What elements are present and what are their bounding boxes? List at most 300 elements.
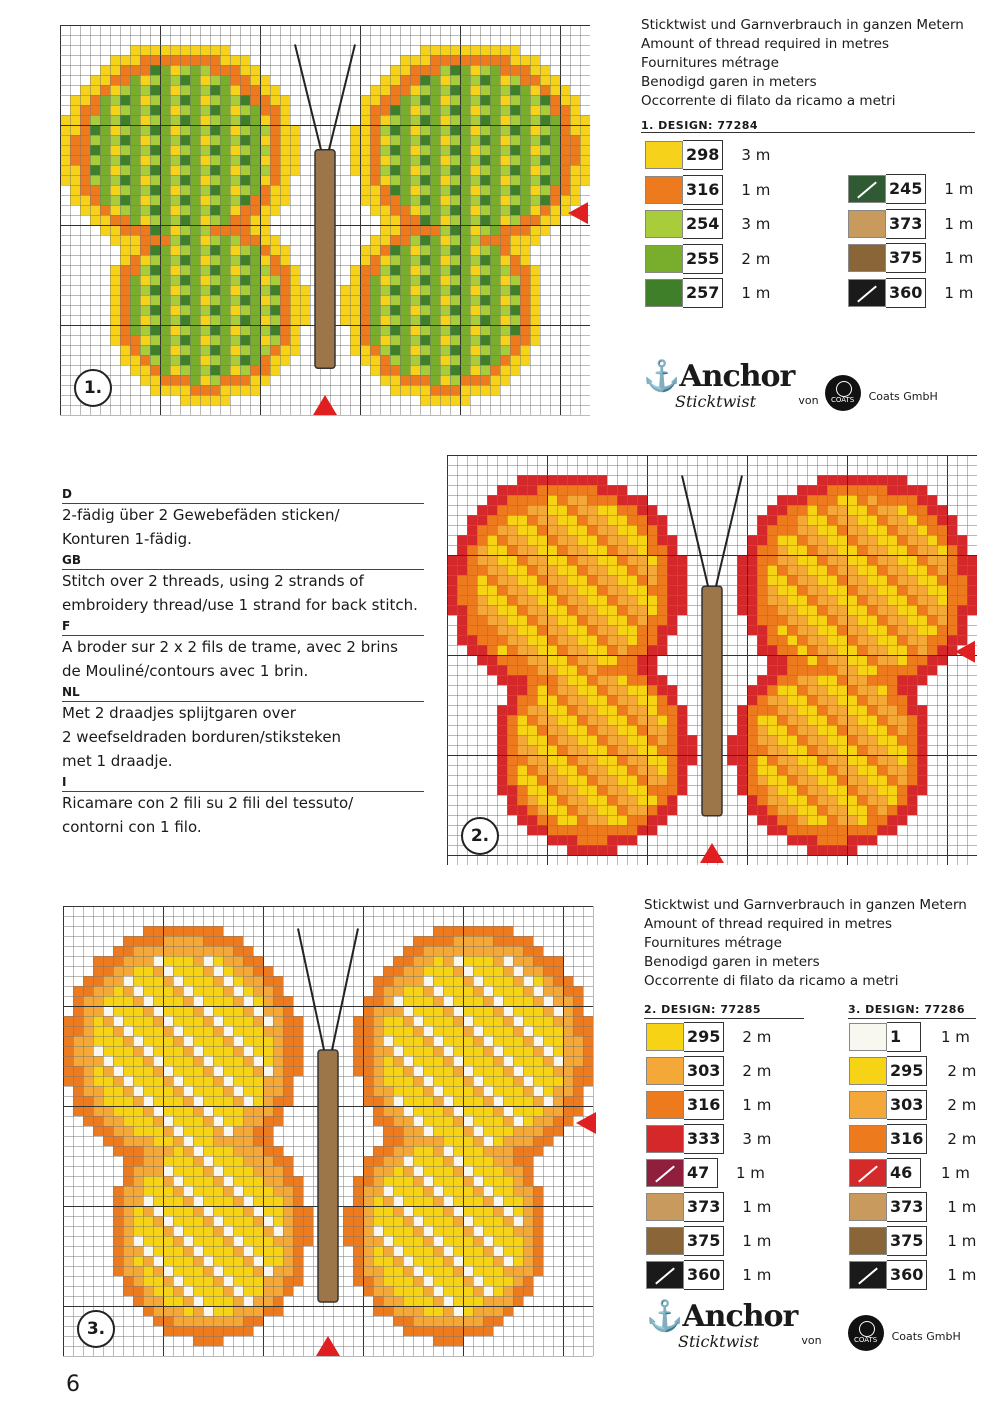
stitch-cell [577, 595, 587, 605]
stitch-cell [533, 1086, 543, 1096]
stitch-cell [400, 85, 410, 95]
stitch-cell [383, 1096, 393, 1106]
stitch-cell [120, 195, 130, 205]
stitch-cell [847, 505, 857, 515]
stitch-cell [263, 1306, 273, 1316]
stitch-cell [110, 195, 120, 205]
stitch-cell [250, 375, 260, 385]
stitch-cell [183, 1296, 193, 1306]
stitch-cell [857, 495, 867, 505]
stitch-cell [210, 315, 220, 325]
stitch-cell [483, 1216, 493, 1226]
stitch-cell [517, 675, 527, 685]
stitch-cell [480, 145, 490, 155]
stitch-cell [83, 996, 93, 1006]
stitch-cell [503, 1056, 513, 1066]
stitch-cell [510, 125, 520, 135]
stitch-cell [423, 986, 433, 996]
stitch-cell [517, 775, 527, 785]
stitch-cell [520, 225, 530, 235]
stitch-cell [260, 375, 270, 385]
stitch-cell [383, 1266, 393, 1276]
stitch-cell [897, 575, 907, 585]
stitch-cell [517, 655, 527, 665]
stitch-cell [413, 1016, 423, 1026]
stitch-cell [203, 1076, 213, 1086]
stitch-cell [390, 345, 400, 355]
stitch-cell [767, 655, 777, 665]
stitch-cell [917, 645, 927, 655]
stitch-cell [390, 185, 400, 195]
stitch-cell [190, 385, 200, 395]
stitch-cell [857, 835, 867, 845]
stitch-cell [420, 195, 430, 205]
stitch-cell [393, 1256, 403, 1266]
stitch-cell [897, 815, 907, 825]
stitch-cell [453, 966, 463, 976]
stitch-cell [173, 1056, 183, 1066]
stitch-cell [647, 505, 657, 515]
stitch-cell [273, 1026, 283, 1036]
stitch-cell [123, 1136, 133, 1146]
stitch-cell [170, 345, 180, 355]
stitch-cell [597, 725, 607, 735]
stitch-cell [450, 185, 460, 195]
stitch-cell [657, 775, 667, 785]
stitch-cell [163, 1326, 173, 1336]
stitch-cell [380, 135, 390, 145]
stitch-cell [260, 85, 270, 95]
stitch-cell [877, 515, 887, 525]
stitch-cell [193, 1246, 203, 1256]
stitch-cell [160, 375, 170, 385]
stitch-cell [607, 715, 617, 725]
stitch-cell [557, 825, 567, 835]
stitch-cell [340, 295, 350, 305]
stitch-cell [577, 555, 587, 565]
stitch-cell [213, 1046, 223, 1056]
stitch-cell [183, 1206, 193, 1216]
stitch-cell [897, 785, 907, 795]
stitch-cell [553, 1126, 563, 1136]
stitch-cell [607, 795, 617, 805]
stitch-cell [807, 595, 817, 605]
stitch-cell [393, 1226, 403, 1236]
stitch-cell [393, 1236, 403, 1246]
stitch-cell [867, 715, 877, 725]
stitch-cell [533, 996, 543, 1006]
stitch-cell [420, 75, 430, 85]
stitch-cell [917, 715, 927, 725]
stitch-cell [253, 1236, 263, 1246]
stitch-cell [550, 105, 560, 115]
stitch-cell [877, 735, 887, 745]
stitch-cell [453, 1006, 463, 1016]
stitch-cell [200, 65, 210, 75]
stitch-cell [420, 355, 430, 365]
stitch-cell [173, 1016, 183, 1026]
stitch-cell [423, 956, 433, 966]
stitch-cell [200, 365, 210, 375]
stitch-cell [777, 775, 787, 785]
stitch-cell [947, 565, 957, 575]
legend-header-line: Occorrente di filato da ricamo a metri [644, 973, 899, 989]
stitch-cell [223, 1296, 233, 1306]
stitch-cell [193, 926, 203, 936]
stitch-cell [510, 315, 520, 325]
stitch-cell [597, 705, 607, 715]
stitch-cell [617, 825, 627, 835]
stitch-cell [103, 1066, 113, 1076]
stitch-cell [420, 115, 430, 125]
stitch-cell [343, 1216, 353, 1226]
stitch-cell [133, 1156, 143, 1166]
stitch-cell [250, 75, 260, 85]
stitch-cell [350, 295, 360, 305]
stitch-cell [430, 235, 440, 245]
stitch-cell [220, 95, 230, 105]
stitch-cell [180, 305, 190, 315]
stitch-cell [477, 575, 487, 585]
stitch-cell [83, 1066, 93, 1076]
stitch-cell [483, 1176, 493, 1186]
stitch-cell [877, 685, 887, 695]
stitch-cell [553, 1006, 563, 1016]
stitch-cell [203, 1236, 213, 1246]
stitch-cell [570, 165, 580, 175]
stitch-cell [767, 505, 777, 515]
stitch-cell [477, 565, 487, 575]
stitch-cell [877, 745, 887, 755]
stitch-cell [513, 1206, 523, 1216]
stitch-cell [403, 986, 413, 996]
stitch-cell [453, 1026, 463, 1036]
stitch-cell [523, 1116, 533, 1126]
stitch-cell [120, 355, 130, 365]
stitch-cell [617, 605, 627, 615]
stitch-cell [170, 55, 180, 65]
stitch-cell [487, 585, 497, 595]
stitch-cell [560, 205, 570, 215]
stitch-cell [547, 675, 557, 685]
stitch-cell [233, 1116, 243, 1126]
stitch-cell [443, 966, 453, 976]
stitch-cell [490, 295, 500, 305]
stitch-cell [363, 1246, 373, 1256]
stitch-cell [847, 525, 857, 535]
stitch-cell [877, 755, 887, 765]
stitch-cell [927, 505, 937, 515]
stitch-cell [527, 735, 537, 745]
stitch-cell [200, 135, 210, 145]
stitch-cell [163, 1046, 173, 1056]
stitch-cell [190, 325, 200, 335]
stitch-cell [540, 215, 550, 225]
stitch-cell [533, 986, 543, 996]
stitch-cell [467, 615, 477, 625]
stitch-cell [443, 1066, 453, 1076]
stitch-cell [540, 195, 550, 205]
stitch-cell [240, 145, 250, 155]
stitch-cell [510, 245, 520, 255]
stitch-cell [123, 1216, 133, 1226]
stitch-cell [200, 215, 210, 225]
stitch-cell [213, 1116, 223, 1126]
stitch-cell [510, 325, 520, 335]
stitch-cell [283, 1036, 293, 1046]
stitch-cell [627, 615, 637, 625]
stitch-cell [487, 595, 497, 605]
stitch-cell [180, 295, 190, 305]
stitch-cell [647, 515, 657, 525]
stitch-cell [857, 665, 867, 675]
stitch-cell [453, 1286, 463, 1296]
stitch-cell [350, 335, 360, 345]
stitch-cell [460, 125, 470, 135]
stitch-cell [463, 936, 473, 946]
stitch-cell [637, 805, 647, 815]
stitch-cell [373, 1066, 383, 1076]
stitch-cell [500, 265, 510, 275]
stitch-cell [370, 115, 380, 125]
stitch-cell [527, 715, 537, 725]
stitch-cell [193, 1336, 203, 1346]
stitch-cell [567, 645, 577, 655]
stitch-cell [233, 1006, 243, 1016]
stitch-cell [400, 215, 410, 225]
stitch-cell [557, 615, 567, 625]
stitch-cell [507, 785, 517, 795]
stitch-cell [270, 115, 280, 125]
stitch-cell [937, 525, 947, 535]
stitch-cell [563, 986, 573, 996]
stitch-cell [847, 695, 857, 705]
stitch-cell [210, 355, 220, 365]
stitch-cell [507, 695, 517, 705]
stitch-cell [383, 1116, 393, 1126]
stitch-cell [847, 485, 857, 495]
stitch-cell [410, 375, 420, 385]
thread-amount: 1 m [947, 1266, 977, 1284]
stitch-cell [423, 996, 433, 1006]
stitch-cell [93, 1036, 103, 1046]
stitch-cell [787, 495, 797, 505]
stitch-cell [390, 335, 400, 345]
stitch-cell [470, 245, 480, 255]
stitch-cell [567, 795, 577, 805]
stitch-cell [433, 1226, 443, 1236]
stitch-cell [493, 1186, 503, 1196]
instruction-language-label: D [62, 486, 424, 504]
stitch-cell [787, 525, 797, 535]
stitch-cell [113, 976, 123, 986]
stitch-cell [510, 185, 520, 195]
stitch-cell [527, 795, 537, 805]
stitch-cell [907, 705, 917, 715]
stitch-cell [577, 765, 587, 775]
stitch-cell [787, 565, 797, 575]
stitch-cell [420, 385, 430, 395]
stitch-cell [557, 735, 567, 745]
stitch-cell [627, 575, 637, 585]
stitch-cell [393, 1106, 403, 1116]
stitch-cell [353, 1016, 363, 1026]
stitch-cell [507, 655, 517, 665]
stitch-cell [483, 1056, 493, 1066]
stitch-cell [290, 155, 300, 165]
stitch-cell [527, 625, 537, 635]
stitch-cell [110, 265, 120, 275]
stitch-cell [273, 1036, 283, 1046]
stitch-cell [597, 665, 607, 675]
stitch-cell [517, 755, 527, 765]
stitch-cell [173, 1226, 183, 1236]
stitch-cell [400, 315, 410, 325]
stitch-cell [270, 235, 280, 245]
stitch-cell [483, 1256, 493, 1266]
stitch-cell [193, 1066, 203, 1076]
stitch-cell [73, 1046, 83, 1056]
stitch-cell [507, 715, 517, 725]
thread-row [646, 1158, 765, 1188]
stitch-cell [260, 245, 270, 255]
stitch-cell [120, 55, 130, 65]
stitch-cell [587, 595, 597, 605]
stitch-cell [657, 745, 667, 755]
stitch-cell [887, 585, 897, 595]
stitch-cell [383, 1296, 393, 1306]
stitch-cell [667, 725, 677, 735]
stitch-cell [293, 1276, 303, 1286]
stitch-cell [403, 1316, 413, 1326]
stitch-cell [170, 255, 180, 265]
stitch-cell [817, 585, 827, 595]
stitch-cell [887, 615, 897, 625]
stitch-cell [393, 1066, 403, 1076]
stitch-cell [440, 45, 450, 55]
stitch-cell [520, 275, 530, 285]
stitch-cell [433, 1036, 443, 1046]
brand-logo-bottom [646, 1299, 961, 1351]
stitch-cell [123, 1046, 133, 1056]
stitch-cell [897, 805, 907, 815]
stitch-cell [413, 1206, 423, 1216]
stitch-cell [410, 155, 420, 165]
stitch-cell [817, 555, 827, 565]
stitch-cell [250, 105, 260, 115]
stitch-cell [223, 1096, 233, 1106]
stitch-cell [280, 305, 290, 315]
stitch-cell [490, 215, 500, 225]
stitch-cell [567, 585, 577, 595]
stitch-cell [867, 825, 877, 835]
stitch-cell [223, 976, 233, 986]
stitch-cell [113, 1056, 123, 1066]
stitch-cell [497, 545, 507, 555]
stitch-cell [533, 1236, 543, 1246]
stitch-cell [133, 1046, 143, 1056]
stitch-cell [837, 795, 847, 805]
stitch-cell [290, 145, 300, 155]
stitch-cell [567, 725, 577, 735]
stitch-cell [363, 996, 373, 1006]
stitch-cell [200, 175, 210, 185]
stitch-cell [587, 545, 597, 555]
stitch-cell [433, 1046, 443, 1056]
stitch-cell [240, 105, 250, 115]
stitch-cell [383, 1276, 393, 1286]
stitch-cell [827, 605, 837, 615]
stitch-cell [887, 785, 897, 795]
stitch-cell [587, 505, 597, 515]
stitch-cell [403, 1086, 413, 1096]
stitch-cell [837, 515, 847, 525]
stitch-cell [210, 385, 220, 395]
thread-amount: 1 m [941, 1028, 970, 1046]
stitch-cell [637, 775, 647, 785]
stitch-cell [163, 936, 173, 946]
stitch-cell [847, 495, 857, 505]
stitch-cell [110, 225, 120, 235]
stitch-cell [423, 1166, 433, 1176]
thread-amount: 2 m [947, 1096, 977, 1114]
stitch-cell [480, 285, 490, 295]
stitch-cell [677, 575, 687, 585]
stitch-cell [450, 95, 460, 105]
stitch-cell [230, 305, 240, 315]
stitch-cell [243, 1296, 253, 1306]
stitch-cell [957, 575, 967, 585]
stitch-cell [687, 755, 697, 765]
stitch-cell [480, 155, 490, 165]
stitch-cell [130, 305, 140, 315]
stitch-cell [827, 615, 837, 625]
stitch-cell [523, 1056, 533, 1066]
stitch-cell [220, 295, 230, 305]
stitch-cell [460, 285, 470, 295]
stitch-cell [567, 775, 577, 785]
stitch-cell [463, 1186, 473, 1196]
stitch-cell [767, 755, 777, 765]
stitch-cell [877, 815, 887, 825]
stitch-cell [243, 1256, 253, 1266]
stitch-cell [787, 645, 797, 655]
stitch-cell [273, 1196, 283, 1206]
stitch-cell [180, 195, 190, 205]
stitch-cell [907, 785, 917, 795]
stitch-cell [847, 625, 857, 635]
stitch-cell [423, 1046, 433, 1056]
stitch-cell [507, 505, 517, 515]
stitch-cell [967, 585, 977, 595]
stitch-cell [807, 485, 817, 495]
stitch-cell [410, 285, 420, 295]
stitch-cell [430, 215, 440, 225]
stitch-cell [383, 986, 393, 996]
stitch-cell [160, 385, 170, 395]
stitch-cell [767, 705, 777, 715]
stitch-cell [223, 1076, 233, 1086]
stitch-cell [373, 1146, 383, 1156]
stitch-cell [557, 755, 567, 765]
stitch-cell [273, 1256, 283, 1266]
stitch-cell [503, 936, 513, 946]
stitch-cell [430, 385, 440, 395]
stitch-cell [173, 976, 183, 986]
stitch-cell [637, 635, 647, 645]
stitch-cell [373, 1226, 383, 1236]
stitch-cell [573, 1066, 583, 1076]
